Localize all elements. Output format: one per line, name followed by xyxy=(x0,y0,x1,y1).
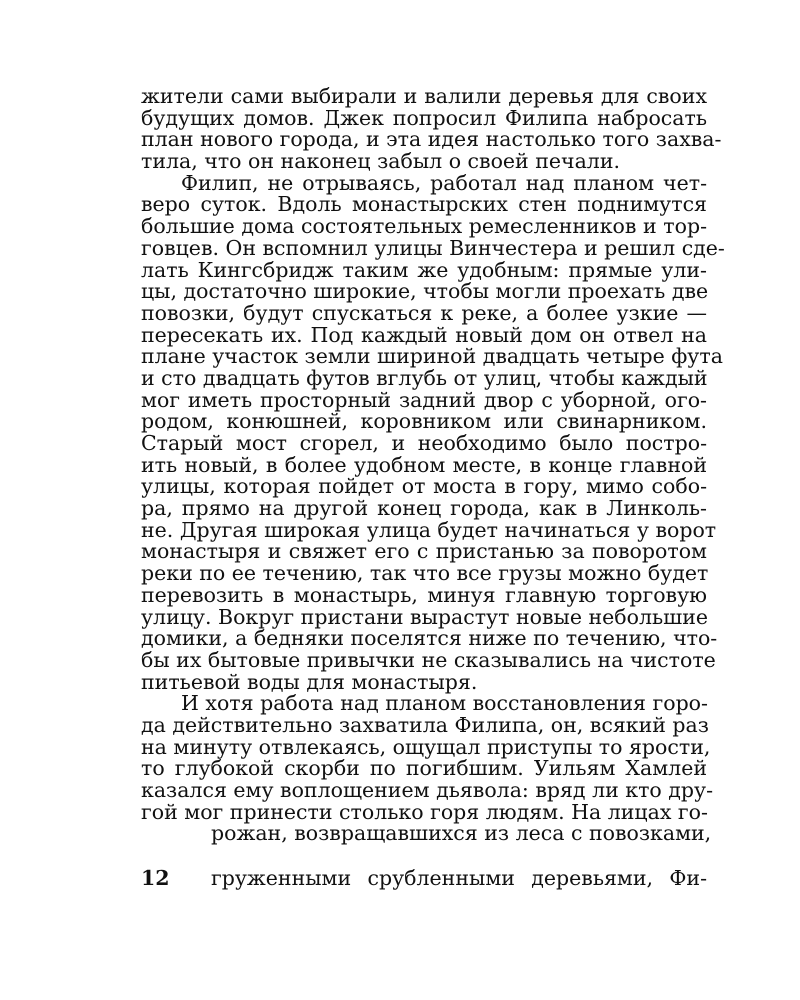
text-line: пересекать их. Под каждый новый дом он отвел на xyxy=(141,322,707,347)
text-line: родом, конюшней, коровником или свинарником. xyxy=(141,409,707,434)
text-line: не. Другая широкая улица будет начинаться у ворот xyxy=(141,517,717,542)
text-line: ра, прямо на другой конец города, как в Линколь- xyxy=(141,496,707,521)
text-line: веро суток. Вдоль монастырских стен поднимутся xyxy=(141,192,707,217)
text-line: и сто двадцать футов вглубь от улиц, чтобы каждый xyxy=(141,365,708,390)
text-line: да действительно захватила Филипа, он, всякий раз xyxy=(141,712,709,737)
text-line-final: груженными срубленными деревьями, Фи- xyxy=(211,866,707,890)
text-line: Филип, не отрываясь, работал над планом чет- xyxy=(181,170,707,195)
page-number: 12 xyxy=(141,866,170,890)
text-line: монастыря и свяжет его с пристанью за поворотом xyxy=(141,539,707,564)
text-line: большие дома состоятельных ремесленников и тор- xyxy=(141,214,707,239)
text-line: бы их бытовые привычки не сказывались на чистоте xyxy=(141,647,716,672)
page-footer xyxy=(141,868,707,890)
text-line: лать Кингсбридж таким же удобным: прямые ули- xyxy=(141,257,707,282)
text-line: ить новый, в более удобном месте, в конце главной xyxy=(141,452,707,477)
text-line: И хотя работа над планом восстановления горо- xyxy=(181,691,708,716)
text-line: говцев. Он вспомнил улицы Винчестера и решил сде- xyxy=(141,235,725,260)
text-line: будущих домов. Джек попросил Филипа набросать xyxy=(141,105,707,130)
body-text xyxy=(141,84,725,846)
text-line: цы, достаточно широкие, чтобы могли проехать две xyxy=(141,279,709,304)
text-line: Старый мост сгорел, и необходимо было постро- xyxy=(141,431,707,455)
paragraph xyxy=(141,84,722,174)
text-line: плане участок земли шириной двадцать четыре фута xyxy=(141,344,723,369)
text-line: рожан, возвращавшихся из леса с повозками, xyxy=(211,821,712,846)
text-line: тила, что он наконец забыл о своей печали. xyxy=(141,149,620,174)
text-line: на минуту отвлекаясь, ощущал приступы то ярости, xyxy=(141,734,711,759)
text-line: гой мог принести столько горя людям. На лицах го- xyxy=(141,799,708,824)
text-line: мог иметь просторный задний двор с уборной, ого- xyxy=(141,387,707,412)
text-line: жители сами выбирали и валили деревья для своих xyxy=(141,84,707,108)
text-line: домики, а бедняки поселятся ниже по течению, что- xyxy=(141,626,718,651)
text-line: перевозить в монастырь, минуя главную торговую xyxy=(141,582,707,607)
text-line: реки по ее течению, так что все грузы можно будет xyxy=(141,561,709,586)
text-line: повозки, будут спускаться к реке, а более узкие — xyxy=(141,300,707,325)
text-line: улицы, которая пойдет от моста в гору, мимо собо- xyxy=(141,474,707,499)
text-line: план нового города, и эта идея настолько того захва- xyxy=(141,127,722,152)
text-line: казался ему воплощением дьявола: вряд ли кто дру- xyxy=(141,778,714,802)
paragraph xyxy=(141,170,725,694)
text-line: улицу. Вокруг пристани вырастут новые небольшие xyxy=(141,604,708,629)
paragraph xyxy=(141,691,714,846)
text-line: то глубокой скорби по погибшим. Уильям Хамлей xyxy=(141,756,707,781)
text-line: питьевой воды для монастыря. xyxy=(141,669,478,694)
